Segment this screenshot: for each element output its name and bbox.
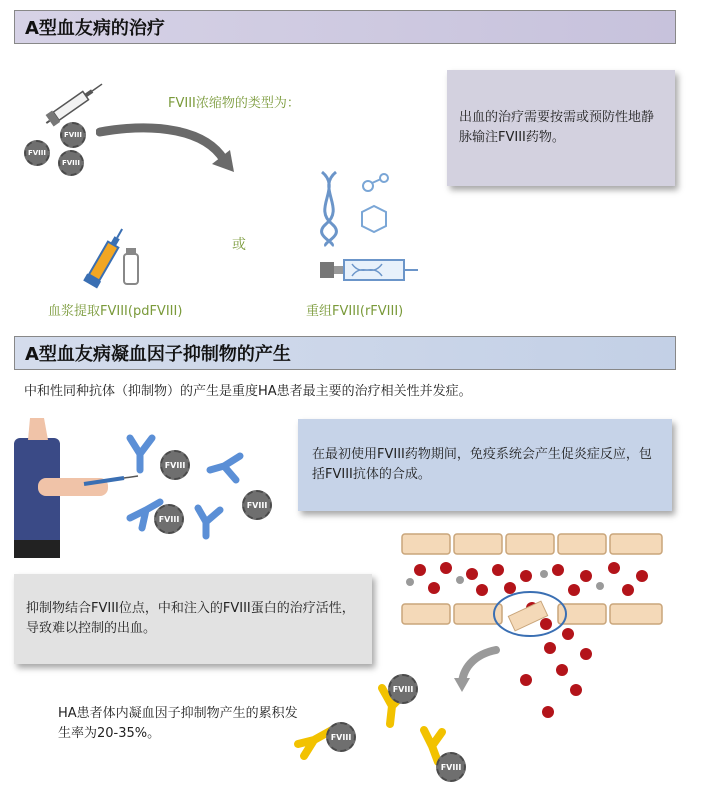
pdfviii-label: 血浆提取FVIII(pdFVIII) bbox=[48, 304, 183, 319]
fviii-molecule-icon: FVIII bbox=[58, 150, 84, 176]
fviii-molecule-icon: FVIII bbox=[60, 122, 86, 148]
fviii-molecule-icon: FVIII bbox=[24, 140, 50, 166]
antibody-group-icon bbox=[110, 418, 310, 542]
section-title-treatment: A型血友病的治疗 bbox=[14, 10, 676, 44]
or-label: 或 bbox=[232, 237, 246, 253]
curved-arrow-icon bbox=[96, 120, 246, 180]
immune-response-box bbox=[298, 419, 672, 511]
inhibitor-mechanism-box bbox=[14, 574, 372, 664]
fviii-molecule-icon: FVIII bbox=[326, 722, 356, 752]
plasma-syringe-icon bbox=[76, 224, 146, 294]
treatment-info-text: 出血的治疗需要按需或预防性地静脉输注FVIII药物。 bbox=[459, 110, 655, 145]
incidence-text: HA患者体内凝血因子抑制物产生的累积发生率为20-35%。 bbox=[58, 706, 298, 741]
rfviii-label: 重组FVIII(rFVIII) bbox=[306, 304, 404, 319]
concentrate-types-heading: FVIII浓缩物的类型为： bbox=[168, 96, 300, 111]
dna-molecule-icon bbox=[312, 168, 402, 248]
inhibitor-mechanism-text: 抑制物结合FVIII位点，中和注入的FVIII蛋白的治疗活性，导致难以控制的出血。 bbox=[26, 601, 355, 636]
fviii-molecule-icon: FVIII bbox=[154, 504, 184, 534]
fviii-molecule-icon: FVIII bbox=[436, 752, 466, 782]
fviii-molecule-icon: FVIII bbox=[160, 450, 190, 480]
recombinant-syringe-icon bbox=[312, 252, 422, 288]
immune-response-text: 在最初使用FVIII药物期间，免疫系统会产生促炎症反应，包括FVIII抗体的合成。 bbox=[312, 447, 652, 482]
inhibitor-intro-text: 中和性同种抗体（抑制物）的产生是重度HA患者最主要的治疗相关性并发症。 bbox=[24, 384, 472, 399]
fviii-molecule-icon: FVIII bbox=[242, 490, 272, 520]
section-title-inhibitor: A型血友病凝血因子抑制物的产生 bbox=[14, 336, 676, 370]
treatment-info-box bbox=[447, 70, 675, 186]
fviii-molecule-icon: FVIII bbox=[388, 674, 418, 704]
